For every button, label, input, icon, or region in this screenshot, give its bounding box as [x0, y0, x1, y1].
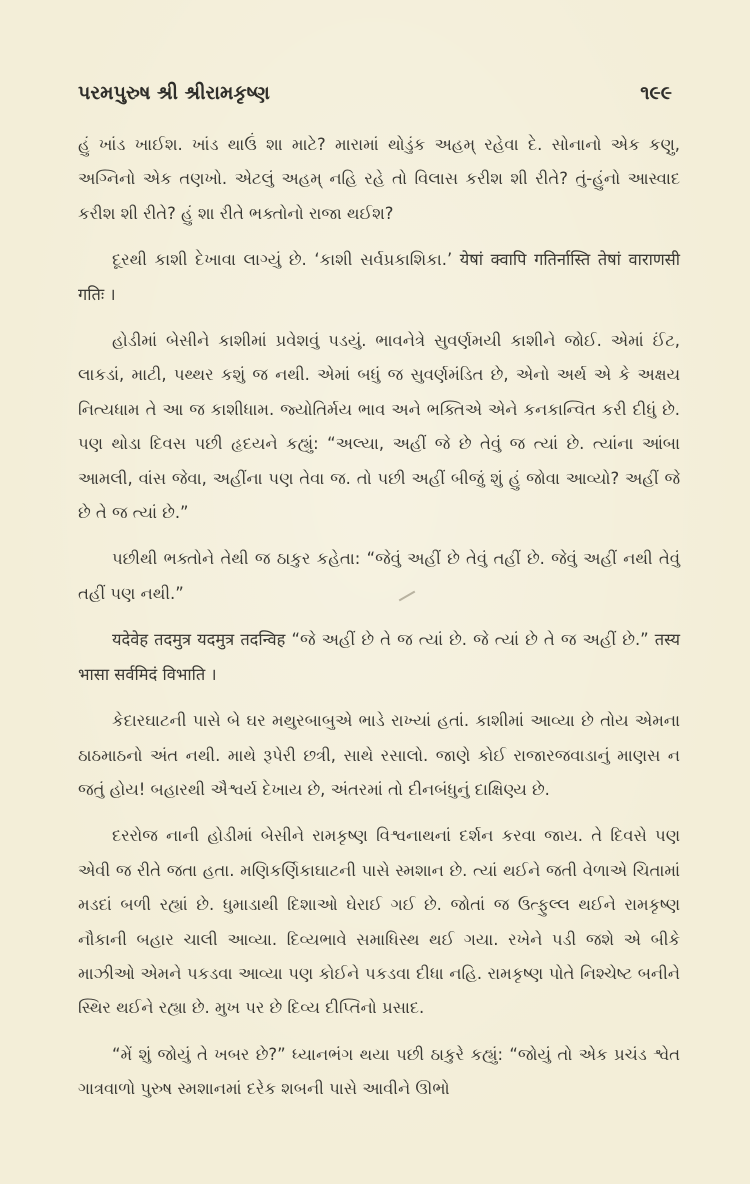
paragraph-7: દરરોજ નાની હોડીમાં બેસીને રામકૃષ્ણ વિશ્વનાથનાં દર્શન કરવા જાય. તે દિવસે પણ એવી જ રીતે જતા હતા. મણિકર્ણિકાઘાટની પાસે સ્મશાન છે. ત્યાં થઈને જતી વેળાએ ચિતામાં મડદાં બળી રહ્યાં છે. ધુમાડાથી દિશાઓ ઘેરાઈ ગઈ છે. જોતાં જ ઉત્ફુલ્લ થઈને રામકૃષ્ણ નૌકાની બહાર ચાલી આવ્યા. દિવ્યભાવે સમાધિસ્થ થઈ ગયા. રખેને પડી જશે એ બીકે માઝીઓ એમને પકડવા આવ્યા પણ કોઈને પકડવા દીધા નહિ. રામકૃષ્ણ પોતે નિશ્ચેષ્ટ બનીને સ્થિર થઈને રહ્યા છે. મુખ પર છે દિવ્ય દીપ્તિનો પ્રસાદ. [78, 826, 680, 1018]
page-number: ૧૯૯ [640, 82, 672, 104]
running-head [78, 78, 672, 108]
paragraph-6: કેદારઘાટની પાસે બે ઘર મથુરબાબુએ ભાડે રાખ્યાં હતાં. કાશીમાં આવ્યા છે તોય એમના ઠાઠમાઠનો અંત નથી. માથે રૂપેરી છત્રી, સાથે રસાલો. જાણે કોઈ રાજારજવાડાનું માણસ ન જતું હોય! બહારથી ઐશ્વર્ય દેખાય છે, અંતરમાં તો દીનબંધુનું દાક્ષિણ્ય છે. [78, 711, 680, 799]
paragraph-3: હોડીમાં બેસીને કાશીમાં પ્રવેશવું પડયું. ભાવનેત્રે સુવર્ણમયી કાશીને જોઈ. એમાં ઈંટ, લાકડાં, માટી, પથ્થર કશું જ નથી. એમાં બધું જ સુવર્ણમંડિત છે, એનો અર્થ એ કે અક્ષય નિત્યધામ તે આ જ કાશીધામ. જ્યોતિર્મય ભાવ અને ભક્તિએ એને કનકાન્વિત કરી દીધું છે. પણ થોડા દિવસ પછી હૃદયને કહ્યું: “અલ્યા, અહીં જે છે તેવું જ ત્યાં છે. ત્યાંના આંબા આમલી, વાંસ જેવા, અહીંના પણ તેવા જ. તો પછી અહીં બીજું શું હું જોવા આવ્યો? અહીં જે છે તે જ ત્યાં છે.” [78, 331, 680, 523]
paragraph-2: દૂરથી કાશી દેખાવા લાગ્યું છે. ‘કાશી સર્વપ્રકાશિકા.’ येषां क्वापि गतिर्नास्ति तेषां वाराणसी गतिः । [78, 250, 680, 304]
paragraph-5: यदेवेह तदमुत्र यदमुत्र तदन्विह “જે અહીં છે તે જ ત્યાં છે. જે ત્યાં છે તે જ અહીં છે.” तस्य भासा सर्वमिदं विभाति । [78, 630, 680, 684]
page-body [78, 128, 680, 1119]
chapter-title: પરમપુરુષ શ્રી શ્રીરામકૃષ્ણ [78, 82, 270, 104]
paragraph-4: પછીથી ભક્તોને તેથી જ ઠાકુર કહેતા: “જેવું અહીં છે તેવું તહીં છે. જેવું અહીં નથી તેવું તહીં પણ નથી.” [78, 549, 680, 603]
paragraph-8: “મેં શું જોયું તે ખબર છે?” ધ્યાનભંગ થયા પછી ઠાકુરે કહ્યું: “જોયું તો એક પ્રચંડ શ્વેત ગાત્રવાળો પુરુષ સ્મશાનમાં દરેક શબની પાસે આવીને ઊભો [78, 1044, 680, 1099]
paragraph-1: હું ખાંડ ખાઈશ. ખાંડ થાઉં શા માટે? મારામાં થોડુંક અહમ્ રહેવા દે. સોનાનો એક કણુ, અગ્નિનો એક તણખો. એટલું અહમ્ નહિ રહે તો વિલાસ કરીશ શી રીતે? તું-હુંનો આસ્વાદ કરીશ શી રીતે? હું શા રીતે ભક્તોનો રાજા થઈશ? [78, 135, 680, 223]
